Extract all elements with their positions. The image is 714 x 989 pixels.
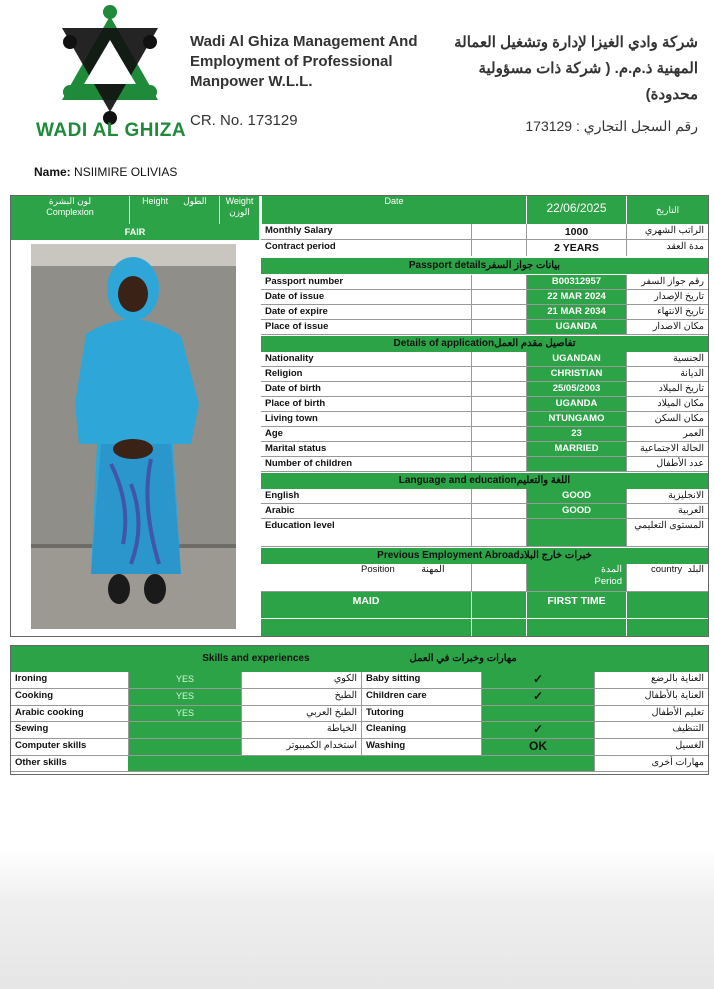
language-ar: العربية <box>626 504 708 519</box>
language-spacer <box>471 519 526 547</box>
company-header <box>0 0 714 160</box>
passport-ar: مكان الاصدار <box>626 320 708 335</box>
previous-spacer <box>471 564 526 592</box>
language-label: English <box>261 489 471 504</box>
complexion-header: لون البشرة Complexion <box>11 196 129 224</box>
skill-label: Baby sitting <box>361 672 481 689</box>
previous-section-header: Previous Employment Abroadخبرات خارج البلاد <box>261 548 708 564</box>
skill-label: Other skills <box>11 756 128 772</box>
date-label: Date <box>261 196 526 224</box>
salary-label: Monthly Salary <box>261 224 471 240</box>
passport-section-header: Passport detailsبيانات جواز السفر <box>261 258 708 274</box>
contract-label: Contract period <box>265 241 336 252</box>
language-value <box>526 519 626 547</box>
company-name-ar: شركة وادي الغيزا لإدارة وتشغيل العمالة المهنية ذ.م.م. ( شركة ذات مسؤولية محدودة) <box>454 34 698 103</box>
skill-label <box>361 756 481 772</box>
skill-ar: مهارات أخرى <box>594 756 708 772</box>
cr-number-en: CR. No. 173129 <box>190 112 298 129</box>
skill-label: Ironing <box>11 672 128 689</box>
passport-spacer <box>471 275 526 290</box>
skill-value: YES <box>128 706 241 722</box>
skill-value: ✓ <box>481 672 594 689</box>
skill-value: OK <box>481 739 594 756</box>
skill-value: ✓ <box>481 722 594 739</box>
contract-ar: مدة العقد <box>626 240 708 256</box>
application-ar: الحالة الاجتماعية <box>626 442 708 457</box>
skill-value <box>128 722 241 739</box>
application-value: UGANDAN <box>526 352 626 367</box>
passport-value: 21 MAR 2034 <box>526 305 626 320</box>
application-value: NTUNGAMO <box>526 412 626 427</box>
application-value <box>526 457 626 472</box>
skill-ar: الخياطة <box>241 722 361 739</box>
application-spacer <box>471 427 526 442</box>
application-ar: الديانة <box>626 367 708 382</box>
application-label: Living town <box>261 412 471 427</box>
previous-country-value <box>626 592 708 618</box>
skill-value <box>128 739 241 756</box>
passport-ar: تاريخ الانتهاء <box>626 305 708 320</box>
application-ar: تاريخ الميلاد <box>626 382 708 397</box>
passport-spacer <box>471 305 526 320</box>
previous-spacer <box>471 592 526 618</box>
previous-period-value: FIRST TIME <box>526 592 626 618</box>
application-spacer <box>471 457 526 472</box>
brand-name: WADI AL GHIZA <box>36 120 187 141</box>
skill-label: Sewing <box>11 722 128 739</box>
application-spacer <box>471 412 526 427</box>
application-label: Religion <box>261 367 471 382</box>
skill-ar: تعليم الأطفال <box>594 706 708 722</box>
date-ar: التاريخ <box>626 196 708 224</box>
skill-ar: استخدام الكمبيوتر <box>241 739 361 756</box>
candidate-photo <box>31 244 236 629</box>
application-spacer <box>471 382 526 397</box>
skill-value: YES <box>128 689 241 706</box>
application-label: Marital status <box>261 442 471 457</box>
skills-table <box>10 645 709 775</box>
date-value: 22/06/2025 <box>526 196 626 224</box>
application-ar: عدد الأطفال <box>626 457 708 472</box>
application-spacer <box>471 352 526 367</box>
application-spacer <box>471 367 526 382</box>
application-ar: مكان السكن <box>626 412 708 427</box>
passport-label: Passport number <box>261 275 471 290</box>
application-label: Date of birth <box>261 382 471 397</box>
application-ar: الجنسية <box>626 352 708 367</box>
passport-label: Place of issue <box>261 320 471 335</box>
application-label: Nationality <box>261 352 471 367</box>
language-label: Arabic <box>261 504 471 519</box>
application-ar: العمر <box>626 427 708 442</box>
skill-ar: الطبخ العربي <box>241 706 361 722</box>
application-ar: مكان الميلاد <box>626 397 708 412</box>
skill-ar: الطبخ <box>241 689 361 706</box>
language-ar: المستوى التعليمي <box>626 519 708 547</box>
skill-ar: العناية بالأطفال <box>594 689 708 706</box>
previous-country-header: البلد country <box>626 564 708 592</box>
height-header: Height الطول <box>129 196 219 224</box>
passport-spacer <box>471 290 526 305</box>
application-value: 23 <box>526 427 626 442</box>
application-spacer <box>471 397 526 412</box>
passport-spacer <box>471 320 526 335</box>
passport-value: UGANDA <box>526 320 626 335</box>
application-value: 25/05/2003 <box>526 382 626 397</box>
previous-empty-cell <box>626 618 708 636</box>
passport-label: Date of issue <box>261 290 471 305</box>
weight-header: Weight الوزن <box>219 196 259 224</box>
previous-empty-cell <box>261 618 471 636</box>
language-value: GOOD <box>526 504 626 519</box>
skill-ar <box>241 756 361 772</box>
skill-label: Computer skills <box>11 739 128 756</box>
passport-value: B00312957 <box>526 275 626 290</box>
skill-ar: العناية بالرضع <box>594 672 708 689</box>
previous-period-header: المدة Period <box>526 564 626 592</box>
passport-value: 22 MAR 2024 <box>526 290 626 305</box>
language-spacer <box>471 504 526 519</box>
previous-position-value: MAID <box>261 592 471 618</box>
application-spacer <box>471 442 526 457</box>
passport-ar: رقم جواز السفر <box>626 275 708 290</box>
skill-label: Cleaning <box>361 722 481 739</box>
skill-value <box>128 756 241 772</box>
skill-value: ✓ <box>481 689 594 706</box>
application-label: Place of birth <box>261 397 471 412</box>
salary-value: 1000 <box>526 224 626 240</box>
skill-value <box>481 706 594 722</box>
language-spacer <box>471 489 526 504</box>
complexion-value: FAIR <box>124 227 146 237</box>
application-value: UGANDA <box>526 397 626 412</box>
application-label: Number of children <box>261 457 471 472</box>
salary-ar: الراتب الشهري <box>626 224 708 240</box>
skill-ar: التنظيف <box>594 722 708 739</box>
language-label: Education level <box>261 519 471 547</box>
skill-label: Arabic cooking <box>11 706 128 722</box>
previous-empty-cell <box>526 618 626 636</box>
skill-ar: الغسيل <box>594 739 708 756</box>
cr-number-ar: رقم السجل التجاري : 173129 <box>525 118 698 134</box>
skill-label: Washing <box>361 739 481 756</box>
skill-label: Children care <box>361 689 481 706</box>
skill-label: Cooking <box>11 689 128 706</box>
skill-label: Tutoring <box>361 706 481 722</box>
company-name-en: Wadi Al Ghiza Management And Employment of Professional Manpower W.L.L. <box>190 33 418 90</box>
language-section-header: Language and educationاللغة والتعليم <box>261 473 708 489</box>
skill-value <box>481 756 594 772</box>
candidate-name: Name: NSIIMIRE OLIVIAS <box>34 165 178 179</box>
language-value: GOOD <box>526 489 626 504</box>
photo-image <box>31 244 236 629</box>
language-ar: الانجليزية <box>626 489 708 504</box>
skill-value: YES <box>128 672 241 689</box>
previous-position-header: Position المهنة <box>261 564 471 592</box>
application-section-header: Details of applicationتفاصيل مقدم العمل <box>261 336 708 352</box>
passport-ar: تاريخ الإصدار <box>626 290 708 305</box>
application-value: MARRIED <box>526 442 626 457</box>
skills-header: Skills and experiences مهارات وخبرات في العمل <box>11 646 708 672</box>
previous-empty-cell <box>471 618 526 636</box>
application-label: Age <box>261 427 471 442</box>
skill-ar: الكوي <box>241 672 361 689</box>
application-value: CHRISTIAN <box>526 367 626 382</box>
passport-label: Date of expire <box>261 305 471 320</box>
contract-value: 2 YEARS <box>526 240 626 256</box>
details-table <box>10 195 709 637</box>
